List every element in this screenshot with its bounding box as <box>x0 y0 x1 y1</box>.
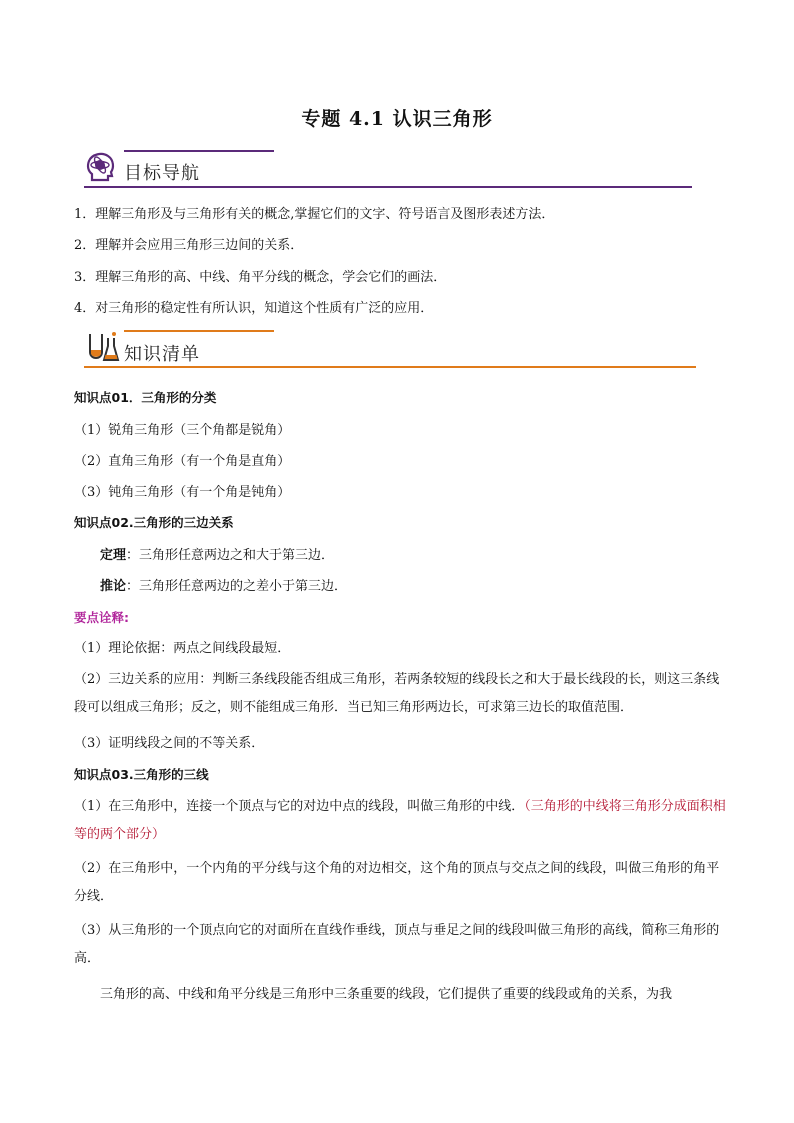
section-rule <box>84 186 692 188</box>
section-label-goals: 目标导航 <box>124 163 200 184</box>
summary-paragraph: 三角形的高、中线和角平分线是三角形中三条重要的线段，它们提供了重要的线段或角的关系，为我 <box>100 987 673 1002</box>
knowledge-point-title: 知识点01．三角形的分类 <box>74 390 217 405</box>
section-rule <box>84 366 696 368</box>
theorem-text: ：三角形任意两边之和大于第三边． <box>126 548 335 563</box>
page-title: 专题 4.1 认识三角形 <box>301 108 493 130</box>
goal-item: 2．理解并会应用三角形三边间的关系． <box>74 238 304 253</box>
corollary-text: ：三角形任意两边的之差小于第三边． <box>126 579 348 594</box>
section-tab-line <box>124 150 274 152</box>
corollary-label: 推论 <box>100 579 127 594</box>
section-header-goals <box>84 150 692 188</box>
median-note: （三角形的中线将三角形分成面积相等的两个部分） <box>74 799 726 842</box>
list-item: （1）锐角三角形（三个角都是锐角） <box>74 423 291 438</box>
brain-atom-icon <box>84 150 120 186</box>
flask-icon <box>84 330 120 366</box>
section-label-knowledge: 知识清单 <box>124 344 200 365</box>
three-lines-item: （2）在三角形中，一个内角的平分线与这个角的对边相交，这个角的顶点与交点之间的线段，叫做三角形的角平分线． <box>74 861 720 904</box>
knowledge-point-title: 知识点03.三角形的三线 <box>74 767 209 782</box>
knowledge-point-title: 知识点02.三角形的三边关系 <box>74 515 234 530</box>
three-lines-item <box>74 793 726 849</box>
list-item: （3）钝角三角形（有一个角是钝角） <box>74 485 291 500</box>
theorem-label: 定理 <box>100 548 127 563</box>
section-header-knowledge <box>84 330 696 368</box>
three-lines-item: （3）从三角形的一个顶点向它的对面所在直线作垂线，顶点与垂足之间的线段叫做三角形的高线，简称三角形的高． <box>74 923 720 966</box>
goal-item: 1．理解三角形及与三角形有关的概念,掌握它们的文字、符号语言及图形表述方法． <box>74 207 555 222</box>
note-label: 要点诠释: <box>74 610 129 625</box>
goal-item: 4．对三角形的稳定性有所认识，知道这个性质有广泛的应用． <box>74 301 434 316</box>
list-item: （2）直角三角形（有一个角是直角） <box>74 454 291 469</box>
note-item: （2）三边关系的应用：判断三条线段能否组成三角形，若两条较短的线段长之和大于最长线段的长，则这三条线段可以组成三角形；反之，则不能组成三角形．当已知三角形两边长，可求第三边长的取值范围． <box>74 672 720 715</box>
median-definition: （1）在三角形中，连接一个顶点与它的对边中点的线段，叫做三角形的中线． <box>74 799 525 814</box>
goal-item: 3．理解三角形的高、中线、角平分线的概念，学会它们的画法． <box>74 270 447 285</box>
theorem-line <box>100 547 752 564</box>
note-item: （3）证明线段之间的不等关系． <box>74 736 265 751</box>
corollary-line <box>100 578 752 595</box>
section-tab-line <box>124 330 274 332</box>
note-item: （1）理论依据：两点之间线段最短． <box>74 641 291 656</box>
